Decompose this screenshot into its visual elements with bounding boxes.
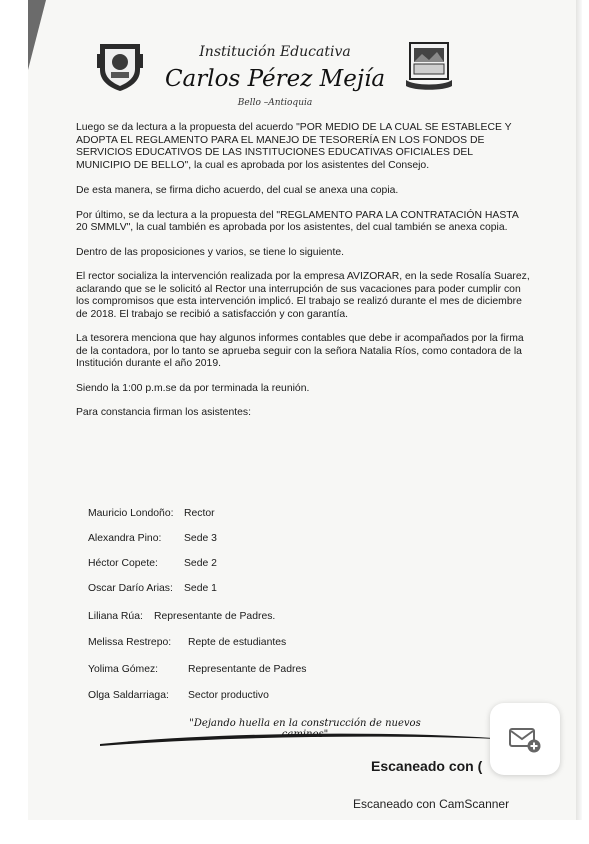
signatory-name: Mauricio Londoño:: [88, 508, 174, 519]
paragraph-treasurer: La tesorera menciona que hay algunos informes contables que debe ir acompañados por la firma de la contadora, por lo tanto se aprueba seguir con la señora Natalia Ríos, como contadora de la Institución durante el año 2019.: [76, 333, 524, 369]
page-edge-shadow: [576, 0, 582, 820]
institution-type: Institución Educativa: [199, 44, 351, 60]
paragraph-agreement: Luego se da lectura a la propuesta del acuerdo "POR MEDIO DE LA CUAL SE ESTABLECE Y ADOPTA EL REGLAMENTO PARA EL MANEJO DE TESORERÍA EN LOS FONDOS DE SERVICIOS EDUCATIVOS DE LAS INSTITUCIONES EDUCATIVAS OFICIALES DEL MUNICIPIO DE BELLO", la cual es aprobada por los asistentes del Consejo.: [76, 122, 512, 171]
signatory-row: [88, 533, 217, 545]
school-crest-icon: [404, 40, 454, 92]
institution-motto: "Dejando huella en la construcción de nuevos: [189, 718, 421, 729]
paragraph-rector: El rector socializa la intervención realizada por la empresa AVIZORAR, en la sede Rosalía Suarez, aclarando que se le solicitó al Rector una interrupción de sus vacaciones para poder cumplir con los compromisos que esta intervención implicó. El trabajo se realizó durante el mes de diciembre de 2018. El trabajo se recibió a satisfacción y con garantía.: [76, 271, 530, 320]
paragraph-closing: Siendo la 1:00 p.m.se da por terminada la reunión.: [76, 382, 310, 394]
signatory-row: [88, 508, 215, 520]
signatory-row: [88, 664, 307, 676]
paragraph-contracting: Por último, se da lectura a la propuesta del "REGLAMENTO PARA LA CONTRATACIÓN HASTA 20 SMMLV", la cual también es aprobada por los asistentes, del cual también se anexa copia.: [76, 209, 519, 233]
share-button[interactable]: [490, 703, 560, 775]
signatory-role: Representante de Padres: [188, 664, 307, 675]
signatory-role: Rector: [184, 508, 215, 519]
paragraph-signature: De esta manera, se firma dicho acuerdo, del cual se anexa una copia.: [76, 185, 399, 196]
institution-name: Carlos Pérez Mejía: [164, 66, 386, 92]
signatory-row: [88, 690, 269, 702]
signatory-name: Liliana Rúa:: [88, 611, 143, 622]
signatory-name: Olga Saldarriaga:: [88, 690, 169, 701]
camscanner-footer: Escaneado con CamScanner: [353, 797, 510, 811]
school-shield-icon: [95, 40, 145, 92]
signatory-role: Sector productivo: [188, 690, 269, 701]
signatory-name: Oscar Darío Arias:: [88, 583, 173, 594]
institution-city: Bello –Antioquia: [237, 98, 313, 108]
signatory-role: Sede 1: [184, 583, 217, 594]
signatory-role: Sede 2: [184, 558, 217, 569]
signatory-role: Sede 3: [184, 533, 217, 544]
paragraph-signers-intro: Para constancia firman los asistentes:: [76, 407, 251, 418]
document-body: [76, 122, 530, 420]
signatory-role: Representante de Padres.: [154, 611, 276, 622]
paragraph-proposals: Dentro de las proposiciones y varios, se tiene lo siguiente.: [76, 246, 344, 258]
scanned-with-watermark: Escaneado con (: [371, 758, 483, 774]
signatory-row: [88, 611, 276, 623]
signatory-row: [88, 637, 287, 649]
signatory-name: Héctor Copete:: [88, 558, 158, 569]
signatory-row: [88, 583, 217, 595]
signatory-name: Melissa Restrepo:: [88, 637, 172, 648]
mail-add-icon: [508, 724, 542, 754]
footer-swoosh-line: [100, 728, 520, 748]
signatory-row: [88, 558, 217, 570]
signatory-name: Yolima Gómez:: [88, 664, 159, 675]
signatory-role: Repte de estudiantes: [188, 637, 287, 648]
signatory-name: Alexandra Pino:: [88, 533, 162, 544]
page-corner-fold: [28, 0, 46, 70]
